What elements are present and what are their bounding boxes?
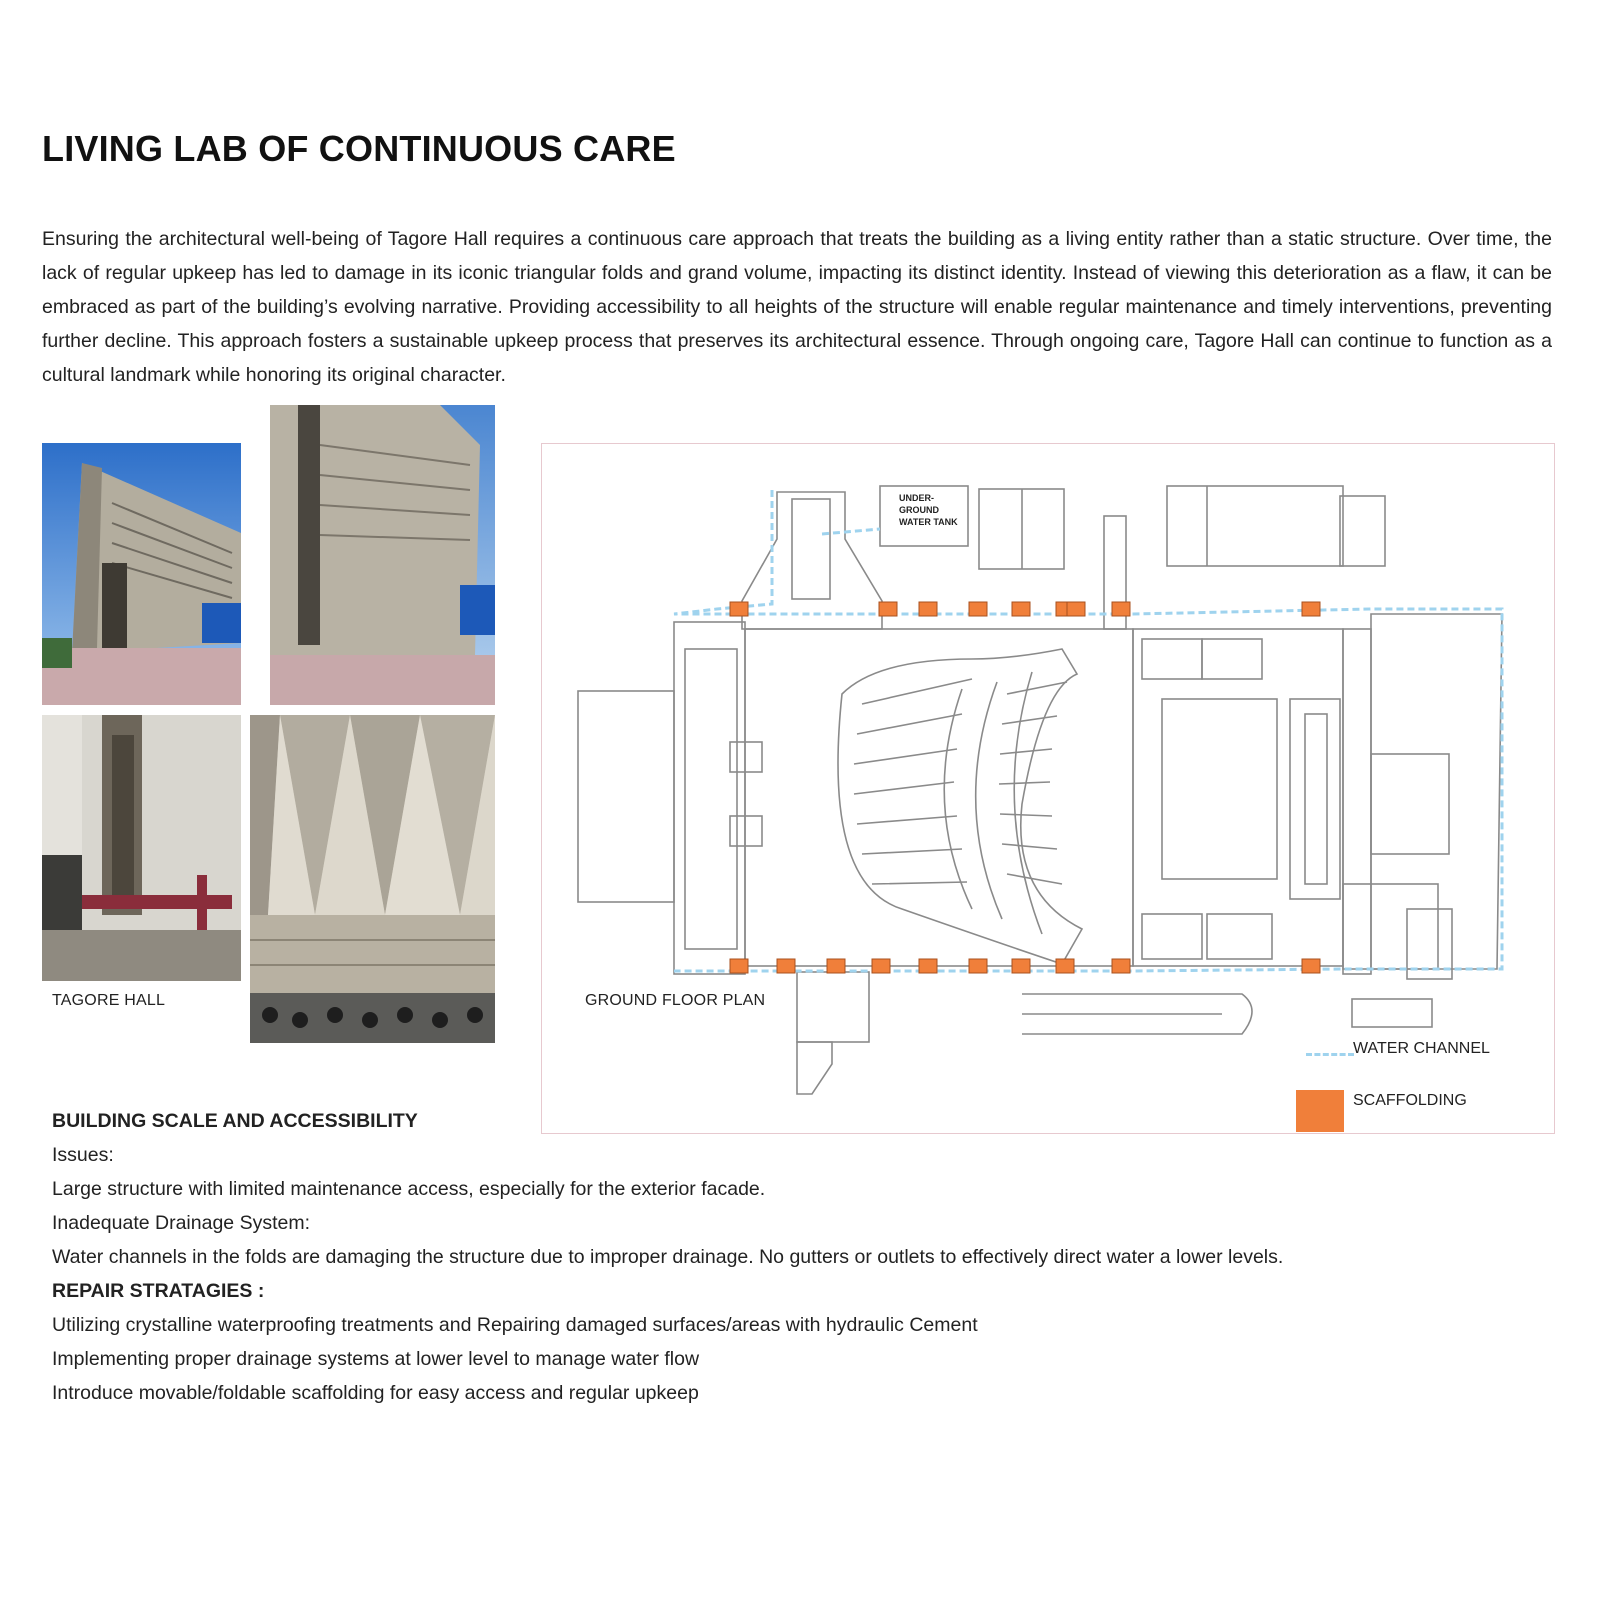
facade-photo-4	[250, 715, 495, 1043]
ground-floor-plan	[542, 444, 1556, 1135]
facade-photo-1	[42, 443, 241, 705]
photos-caption: TAGORE HALL	[52, 992, 166, 1009]
repair-item-1: Utilizing crystalline waterproofing treatments and Repairing damaged surfaces/areas with hydraulic Cement	[52, 1314, 978, 1336]
issue-2-label: Inadequate Drainage System:	[52, 1212, 310, 1234]
issue-1: Large structure with limited maintenance access, especially for the exterior facade.	[52, 1178, 766, 1200]
repair-heading: REPAIR STRATAGIES :	[52, 1280, 265, 1302]
notes-section	[52, 1104, 1552, 1410]
intro-paragraph: Ensuring the architectural well-being of Tagore Hall requires a continuous care approach that treats the building as a living entity rather than a static structure. Over time, the lack of regular upkeep has led to damage in its iconic triangular folds and grand volume, impacting its distinct identity. Instead of viewing this deterioration as a flaw, it can be embraced as part of the building’s evolving narrative. Providing accessibility to all heights of the structure will enable regular maintenance and timely interventions, preventing further decline. This approach fosters a sustainable upkeep process that preserves its architectural essence. Through ongoing care, Tagore Hall can continue to function as a cultural landmark while honoring its original character.	[42, 228, 1552, 386]
page-title: LIVING LAB OF CONTINUOUS CARE	[42, 128, 676, 169]
notes-heading: BUILDING SCALE AND ACCESSIBILITY	[52, 1110, 418, 1132]
scaffolding-legend-label: SCAFFOLDING	[1353, 1092, 1467, 1109]
plan-caption: GROUND FLOOR PLAN	[585, 992, 766, 1009]
water-channel-legend-label: WATER CHANNEL	[1353, 1040, 1490, 1057]
repair-item-2: Implementing proper drainage systems at lower level to manage water flow	[52, 1348, 700, 1370]
water-tank-label: UNDER- GROUND WATER TANK	[899, 493, 958, 527]
water-channel-legend-line	[1306, 1053, 1354, 1056]
facade-photo-2	[270, 405, 495, 705]
issue-2: Water channels in the folds are damaging the structure due to improper drainage. No gutters or outlets to effectively direct water a lower levels.	[52, 1246, 1284, 1268]
facade-photo-3	[42, 715, 241, 981]
repair-item-3: Introduce movable/foldable scaffolding for easy access and regular upkeep	[52, 1382, 699, 1404]
ground-floor-plan-frame	[541, 443, 1555, 1134]
issues-label: Issues:	[52, 1144, 114, 1166]
